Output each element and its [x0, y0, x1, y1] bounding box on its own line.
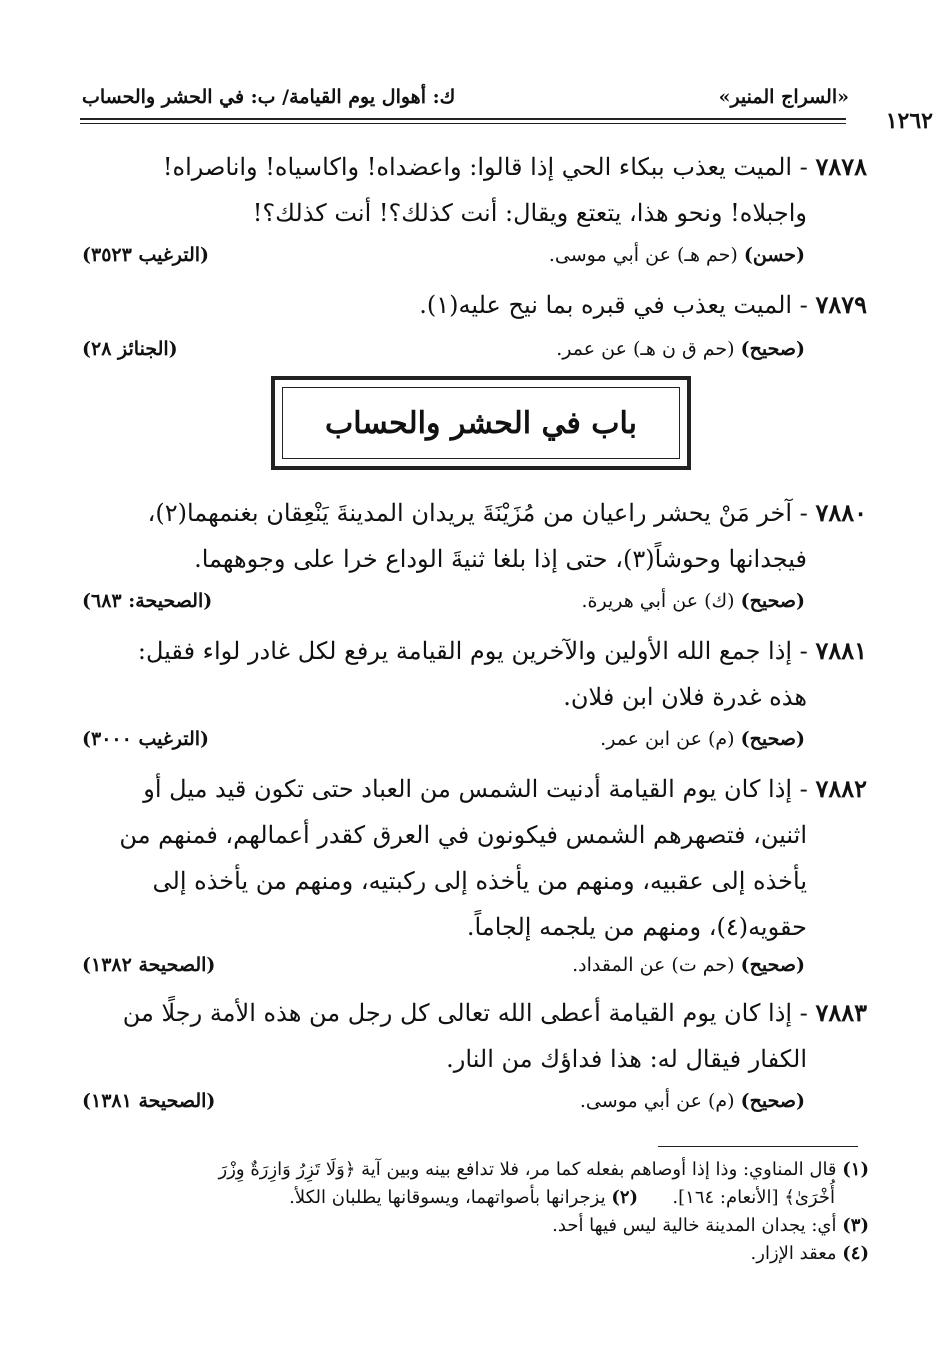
footnote-number: (٣): [842, 1215, 869, 1236]
footnote-number: (٤): [842, 1243, 869, 1264]
header-rule-thin: [80, 123, 846, 124]
hadith-7881: [80, 628, 867, 720]
header-rule: [80, 118, 846, 120]
grade-label: (صحيح): [740, 954, 805, 976]
hadith-text: - إذا جمع الله الأولين والآخرين يوم القيامة يرفع لكل غادر لواء فقيل:: [137, 637, 808, 665]
grade-sources: (م) عن ابن عمر.: [600, 728, 735, 750]
hadith-7878: [80, 144, 867, 236]
grade-label: (صحيح): [740, 338, 805, 360]
hadith-text: - آخر مَنْ يحشر راعيان من مُزَيْنَةَ يريدان المدينةَ يَنْعِقان بغنمهما(٢)،: [147, 499, 808, 527]
hadith-text: - الميت يعذب ببكاء الحي إذا قالوا: واعضداه! واكاسياه! واناصراه!: [162, 153, 808, 181]
hadith-number: ٧٨٨٢: [815, 774, 867, 803]
hadith-grade-7878: [549, 244, 805, 266]
hadith-text: فيجدانها وحوشاً(٣)، حتى إذا بلغا ثنيةَ الوداع خرا على وجوههما.: [194, 545, 807, 573]
hadith-ref-7881: (الترغيب ٣٠٠٠): [82, 728, 210, 750]
chapter-title-box: [271, 376, 691, 470]
hadith-text: هذه غدرة فلان ابن فلان.: [563, 683, 807, 711]
footnote-4: [80, 1240, 869, 1268]
running-header-chapter: ك: أهوال يوم القيامة/ ب: في الحشر والحساب: [82, 86, 456, 108]
hadith-line: [80, 490, 867, 536]
grade-sources: (م) عن أبي موسى.: [579, 1090, 735, 1112]
footnotes: [80, 1156, 869, 1268]
footnote-number: (٢): [611, 1187, 639, 1208]
hadith-line: [80, 536, 867, 582]
hadith-text: واجبلاه! ونحو هذا، يتعتع ويقال: أنت كذلك؟! أنت كذلك؟!: [252, 199, 807, 227]
hadith-7880: [80, 490, 867, 582]
hadith-text: - إذا كان يوم القيامة أعطى الله تعالى كل رجل من هذه الأمة رجلًا من: [122, 999, 808, 1027]
footnote-number: (١): [842, 1159, 869, 1180]
hadith-line: [80, 766, 867, 812]
footnote-text: يزجرانها بأصواتهما، ويسوقانها يطلبان الكلأ.: [289, 1187, 606, 1208]
footnote-rule: [658, 1146, 858, 1147]
page-number: ١٢٦٢: [885, 108, 933, 134]
hadith-ref-7879: (الجنائز ٢٨): [82, 338, 178, 360]
grade-sources: (ك) عن أبي هريرة.: [581, 590, 735, 612]
hadith-ref-7883: (الصحيحة ١٣٨١): [82, 1090, 216, 1112]
hadith-text: - إذا كان يوم القيامة أدنيت الشمس من العباد حتى تكون قيد ميل أو: [143, 775, 808, 803]
footnote-1: [80, 1156, 869, 1184]
hadith-ref-7878: (الترغيب ٣٥٢٣): [82, 244, 210, 266]
footnote-3: [80, 1212, 869, 1240]
hadith-line: [80, 990, 867, 1036]
hadith-line: [80, 904, 867, 950]
hadith-number: ٧٨٨٠: [815, 498, 867, 527]
hadith-line: [80, 812, 867, 858]
hadith-number: ٧٨٧٩: [815, 290, 867, 319]
hadith-number: ٧٨٨١: [815, 636, 867, 665]
hadith-text: الكفار فيقال له: هذا فداؤك من النار.: [446, 1045, 807, 1073]
footnote-text: أي: يجدان المدينة خالية ليس فيها أحد.: [552, 1215, 837, 1236]
footnote-1-cont: [80, 1184, 869, 1212]
hadith-number: ٧٨٨٣: [815, 998, 867, 1027]
chapter-title: باب في الحشر والحساب: [282, 387, 680, 459]
footnote-text: قال المناوي: وذا إذا أوصاهم بفعله كما مر، فلا تدافع بينه وبين آية ﴿وَلَا تَزِرُ وَازِرَةٌ وِزْرَ: [218, 1159, 837, 1180]
hadith-grade-7879: [556, 338, 805, 360]
hadith-grade-7881: [600, 728, 805, 750]
hadith-line: [80, 858, 867, 904]
hadith-7882: [80, 766, 867, 950]
hadith-grade-7882: [572, 954, 805, 976]
hadith-grade-7880: [581, 590, 805, 612]
hadith-text: اثنين، فتصهرهم الشمس فيكونون في العرق كقدر أعمالهم، فمنهم من: [119, 821, 807, 849]
hadith-line: [80, 144, 867, 190]
hadith-7879: [80, 282, 867, 328]
footnote-text: معقد الإزار.: [750, 1243, 837, 1264]
hadith-text: - الميت يعذب في قبره بما نيح عليه(١).: [419, 291, 808, 319]
grade-label: (حسن): [743, 244, 805, 266]
grade-sources: (حم ق ن هـ) عن عمر.: [556, 338, 735, 360]
grade-label: (صحيح): [740, 590, 805, 612]
footnote-text: أُخْرَىٰ﴾ [الأنعام: ١٦٤].: [672, 1187, 835, 1208]
hadith-grade-7883: [580, 1090, 805, 1112]
hadith-line: [80, 282, 867, 328]
hadith-ref-7882: (الصحيحة ١٣٨٢): [82, 954, 216, 976]
hadith-text: يأخذه إلى عقبيه، ومنهم من يأخذه إلى ركبتيه، ومنهم من يأخذه إلى: [152, 867, 807, 895]
hadith-ref-7880: (الصحيحة: ٦٨٣): [82, 590, 213, 612]
hadith-7883: [80, 990, 867, 1082]
grade-sources: (حم ت) عن المقداد.: [572, 954, 735, 976]
hadith-text: حقويه(٤)، ومنهم من يلجمه إلجاماً.: [466, 913, 807, 941]
running-header-book: «السراج المنير»: [718, 86, 849, 108]
hadith-line: [80, 1036, 867, 1082]
grade-label: (صحيح): [740, 1090, 805, 1112]
hadith-line: [80, 674, 867, 720]
grade-label: (صحيح): [740, 728, 805, 750]
hadith-number: ٧٨٧٨: [815, 152, 867, 181]
grade-sources: (حم هـ) عن أبي موسى.: [548, 244, 738, 266]
hadith-line: [80, 190, 867, 236]
hadith-line: [80, 628, 867, 674]
